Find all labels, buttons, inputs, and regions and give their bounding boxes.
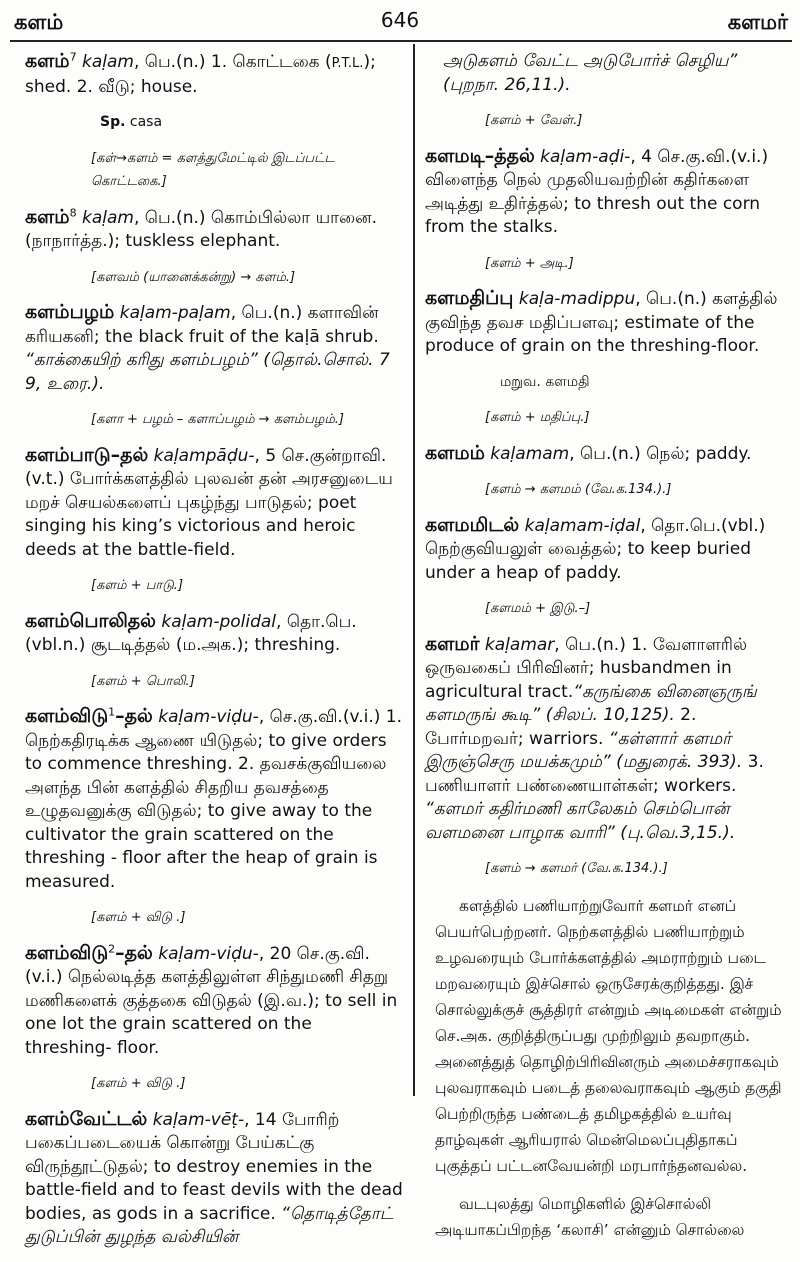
definition-cont: 2. போர்மறவர்; warriors. <box>425 705 697 749</box>
homonym-number: 2 <box>108 941 116 955</box>
entry-kalam-7 <box>25 50 403 99</box>
citation: “கருங்கை வினைஞருங் களமருங் கூடி” (சிலப். 10,125). <box>425 681 757 725</box>
etymology: [களம் → களமம் (வே.க.134.).] <box>485 482 672 497</box>
headword-suffix: –தல் <box>115 941 153 964</box>
header-right-guideword: களமர் <box>727 10 788 34</box>
headword: களம்பொலிதல் <box>25 609 156 632</box>
headword: களம்விடு <box>25 941 109 964</box>
headword: களம் <box>25 50 70 72</box>
transliteration: kaḷam-aḍi- <box>540 146 631 167</box>
citation-continued: அடுகளம் வேட்ட அடுபோர்ச் செழிய” (புறநா. 26,11.). <box>443 51 738 95</box>
source-abbrev: P.T.L. <box>331 56 364 71</box>
entry-kalamam <box>425 442 789 467</box>
transliteration: kaḷamam-iḍal <box>524 515 641 536</box>
entry-kalampadu <box>25 444 403 563</box>
page-number: 646 <box>380 8 420 32</box>
etymology: [களம் + பொலி.] <box>91 673 195 689</box>
entry-kalamamidal <box>425 514 789 586</box>
column-divider <box>413 44 415 1096</box>
headword: களம்விடு <box>25 705 109 727</box>
etymology: [கள்→களம் = களத்துமேட்டில் இடப்பட்ட கொட்டகை.] <box>91 150 335 189</box>
definition: , தொ.பெ.(vbl.) நெற்குவியலுள் வைத்தல்; to keep buried under a heap of paddy. <box>425 515 766 583</box>
homonym-number: 1 <box>108 705 116 719</box>
entry-kalamvidu-1 <box>25 705 403 894</box>
definition-cont: 3. பணியாளர் பண்ணையாள்கள்; workers. <box>425 752 764 796</box>
transliteration: kaḷa-madippu <box>518 289 636 309</box>
commentary-paragraph: களத்தில் பணியாற்றுவோர் களமர் எனப் பெயர்பெற்றனர். நெற்களத்தில் பணியாற்றும் உழவரையும் போர்க்களத்தில் அமராற்றும் படை மறவரையும் இச்சொல் ஒருசேரக்குறித்தது. இச் சொல்லுக்குச் சூத்திரர் என்றும் அடிமைகள் என்றும் செ.அக. குறித்திருப்பது முற்றிலும் தவறாகும். அனைத்துத் தொழிற்பிரிவினரும் அமைச்சராகவும் புலவராகவும் படைத் தலைவராகவும் ஆகும் தகுதி பெற்றிருந்த பண்டைத் தமிழகத்தில் உயர்வு தாழ்வுகள் ஆரியரால் மென்மெலப்புதிதாகப் புகுத்தப் பட்டனவேயன்றி மரபார்ந்தனவல்ல. <box>435 896 782 1175</box>
etymology: [களம் + பாடு.] <box>91 578 184 593</box>
entry-kalampolidal <box>25 610 403 658</box>
etymology: [களம் + விடு .] <box>91 1076 186 1091</box>
definition: , பெ.(n.) கொம்பில்லா யானை. (நாநார்த்த.); tuskless elephant. <box>25 207 378 251</box>
synonym-note: மறுவ. களமதி <box>500 373 590 390</box>
definition: , செ.கு.வி.(v.i.) 1. நெற்கதிரடிக்க ஆணை யிடுதல்; to give orders to commence threshing. 2. தவசக்குவியலை அளந்த பின் களத்தில் சிதறிய தவசத்தை உழுதவனுக்கு விடுதல்; to give away to the cultivator the grain scattered on the threshing - floor after the heap of grain is measured. <box>25 707 402 892</box>
header-left-guideword: களம் <box>14 10 64 34</box>
citation: “கள்ளார் களமர் இருஞ்செரு மயக்கமும்” (மதுரைக். 393). <box>425 728 743 772</box>
left-column <box>25 50 403 1262</box>
transliteration: kaḷamam <box>490 443 570 464</box>
etymology: [களமம் + இடு.–] <box>485 601 591 616</box>
citation: “களமர் கதிர்மணி காலேகம் செம்பொன் வளமனை பாழாக வாரி” (பு.வெ.3,15.). <box>425 799 736 843</box>
definition: , பெ.(n.) நெல்; paddy. <box>569 443 752 464</box>
transliteration: kaḷam-vēṭ- <box>152 1109 245 1130</box>
cognate-note: Sp. casa <box>100 114 163 130</box>
transliteration: kaḷam <box>82 207 134 228</box>
citation: “தொடித்தோட் துடுப்பின் துழந்த வல்சியின் <box>25 1203 394 1247</box>
definition: , 20 செ.கு.வி.(v.i.) நெல்லடித்த களத்திலுள்ள சிந்துமணி சிதறு மணிகளைக் குத்தகை விடுதல் (இ.வ.); to sell in one lot the grain scattered on the threshing- floor. <box>25 943 398 1058</box>
entry-kalamvidu-2 <box>25 942 403 1061</box>
right-column <box>425 50 789 1255</box>
headword: களமடி–த்தல் <box>425 144 535 167</box>
headword-suffix: –தல் <box>115 705 153 727</box>
definition-cont: ); shed. 2. வீடு; house. <box>25 52 376 97</box>
etymology: [களா + பழம் – களாப்பழம் → களம்பழம்.] <box>91 412 344 427</box>
definition: , பெ.(n.) களாவின் கரியகனி; the black fruit of the kaḷā shrub. <box>25 303 379 347</box>
transliteration: kaḷampāḍu- <box>153 445 255 466</box>
page-header <box>0 4 800 38</box>
header-rule <box>10 40 792 42</box>
headword: களமதிப்பு <box>425 287 514 309</box>
transliteration: kaḷam <box>82 52 134 72</box>
definition: , பெ.(n.) 1. கொட்டகை ( <box>133 52 332 72</box>
headword: களம்பாடு–தல் <box>25 443 149 466</box>
definition: , 5 செ.குன்றாவி. (v.t.) போர்க்களத்தில் புலவன் தன் அரசனுடைய மறச் செயல்களைப் புகழ்ந்து பாடுதல்; poet singing his king’s victorious and heroic deeds at the battle-field. <box>25 445 393 560</box>
definition: , 14 போரிற் பகைப்படையைக் கொன்று பேய்கட்கு விருந்தூட்டுதல்; to destroy enemies in the battle-field and to feast devils with the dead bodies, as gods in a sacrifice. <box>25 1109 403 1224</box>
definition: , 4 செ.கு.வி.(v.i.) விளைந்த நெல் முதலியவற்றின் கதிர்களை அடித்து உதிர்த்தல்; to thresh out the corn from the stalks. <box>425 146 769 237</box>
definition: , பெ.(n.) களத்தில் குவிந்த தவச மதிப்பளவு; estimate of the produce of grain on the threshing-floor. <box>425 289 778 356</box>
entry-kalamvettal <box>25 1108 403 1250</box>
etymology: [களம் + அடி.] <box>485 255 574 271</box>
etymology: [களம் → களமர் (வே.க.134.).] <box>485 861 668 876</box>
transliteration: kaḷam-paḷam <box>119 303 231 323</box>
headword: களமம் <box>425 441 485 464</box>
homonym-number: 8 <box>69 205 77 219</box>
headword: களமர் <box>425 632 480 655</box>
definition: , பெ.(n.) 1. வேளாளரில் ஒருவகைப் பிரிவினர்; husbandmen in agricultural tract. <box>425 634 748 702</box>
etymology: [களம் + வேள்.] <box>485 113 583 128</box>
headword: களமமிடல் <box>425 513 520 536</box>
entry-kalam-8 <box>25 206 403 254</box>
transliteration: kaḷamar <box>484 634 555 655</box>
definition: , தொ.பெ.(vbl.n.) சூடடித்தல் (ம.அக.); threshing. <box>25 611 357 655</box>
etymology: [களம் + விடு .] <box>91 910 186 925</box>
etymology: [களம் + மதிப்பு.] <box>485 410 590 425</box>
entry-kalamadi <box>425 145 789 240</box>
transliteration: kaḷam-viḍu- <box>158 707 259 727</box>
headword: களம் <box>25 205 70 228</box>
headword: களம்பழம் <box>25 301 115 323</box>
etymology: [களவம் (யானைக்கன்று) → களம்.] <box>91 269 296 285</box>
transliteration: kaḷam-polidal <box>161 611 277 632</box>
citation: “காக்கையிற் கரிது களம்பழம்” (தொல்.சொல். 7 9, உரை.). <box>25 350 390 394</box>
entry-kalamadippu <box>425 287 789 359</box>
homonym-number: 7 <box>69 50 77 64</box>
transliteration: kaḷam-viḍu- <box>158 943 259 964</box>
headword: களம்வேட்டல் <box>25 1107 148 1130</box>
entry-kalamar <box>425 633 789 846</box>
commentary-paragraph-2: வடபுலத்து மொழிகளில் இச்சொல்லி அடியாகப்பிறந்த ‘கலாசி’ என்னும் சொல்லை <box>435 1194 745 1239</box>
entry-kalampalam <box>25 301 403 396</box>
